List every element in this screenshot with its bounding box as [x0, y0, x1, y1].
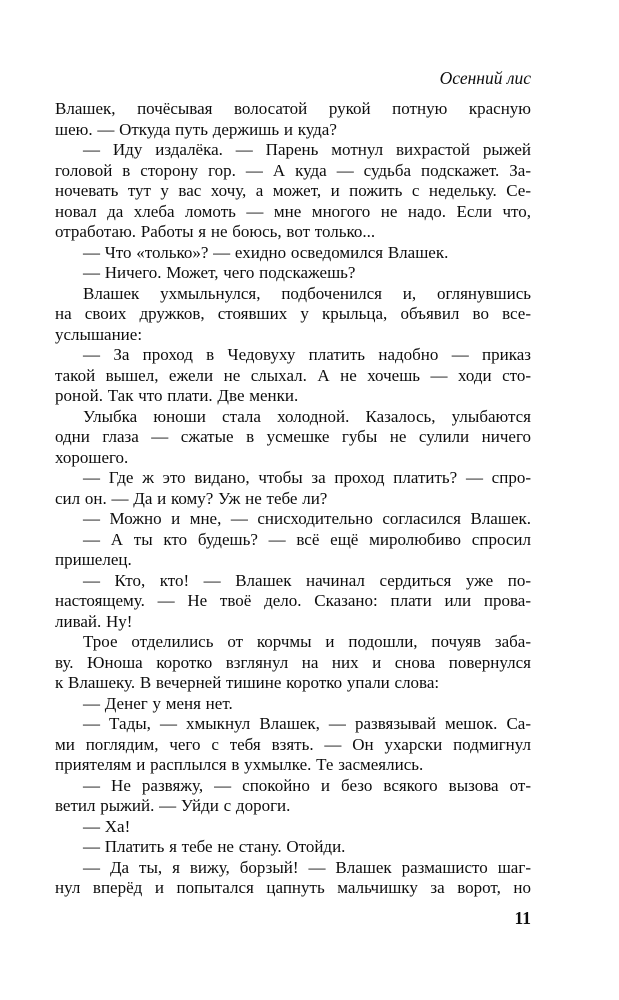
body-text: [55, 99, 531, 899]
text-line: одни глаза — сжатые в усмешке губы не сулили ничего: [55, 427, 531, 446]
text-line: Трое отделились от корчмы и подошли, почуяв заба-: [83, 632, 531, 651]
text-line: хорошего.: [55, 447, 129, 467]
text-line: пришелец.: [55, 550, 132, 569]
text-line: такой вышел, ежели не слыхал. А не хочешь — ходи сто-: [55, 365, 531, 385]
text-line: роной. Так что плати. Две менки.: [55, 386, 299, 405]
text-line: сил он. — Да и кому? Уж не тебе ли?: [55, 488, 328, 508]
text-line: — Иду издалёка. — Парень мотнул вихрастой рыжей: [83, 140, 531, 159]
text-line: — Тады, — хмыкнул Влашек, — развязывай мешок. Са-: [83, 714, 531, 733]
text-line: ветил рыжий. — Уйди с дороги.: [55, 796, 291, 815]
text-line: ву. Юноша коротко взглянул на них и снова повернулся: [55, 652, 531, 672]
text-line: нул вперёд и попытался цапнуть мальчишку за ворот, но: [55, 878, 531, 897]
text-line: Влашек ухмыльнулся, подбоченился и, оглянувшись: [83, 283, 531, 303]
text-line: — Где ж это видано, чтобы за проход платить? — спро-: [83, 468, 531, 487]
text-line: — Ха!: [83, 816, 131, 836]
text-line: ночевать тут у вас хочу, а может, и пожить с недельку. Се-: [55, 181, 531, 200]
text-line: — Кто, кто! — Влашек начинал сердиться уже по-: [83, 570, 531, 590]
running-header: Осенний лис: [439, 68, 531, 88]
text-line: — Да ты, я вижу, борзый! — Влашек размашисто шаг-: [83, 857, 531, 877]
text-line: — Денег у меня нет.: [83, 693, 233, 713]
text-line: головой в сторону гор. — А куда — судьба подскажет. За-: [55, 160, 531, 180]
text-line: настоящему. — Не твоё дело. Сказано: плати или прова-: [55, 591, 531, 610]
text-line: — А ты кто будешь? — всё ещё миролюбиво спросил: [83, 529, 531, 549]
text-line: шею. — Откуда путь держишь и куда?: [55, 119, 337, 139]
text-line: — Ничего. Может, чего подскажешь?: [83, 263, 356, 282]
text-line: к Влашеку. В вечерней тишине коротко упали слова:: [55, 673, 440, 692]
text-line: ливай. Ну!: [55, 611, 133, 631]
text-line: — Не развяжу, — спокойно и безо всякого вызова от-: [83, 775, 531, 795]
text-line: на своих дружков, стоявших у крыльца, объявил во все-: [55, 304, 531, 323]
text-line: Влашек, почёсывая волосатой рукой потную красную: [55, 99, 531, 118]
page-number: 11: [514, 908, 531, 928]
text-line: — Что «только»? — ехидно осведомился Влашек.: [83, 242, 449, 262]
text-line: Улыбка юноши стала холодной. Казалось, улыбаются: [83, 406, 531, 426]
text-line: — Платить я тебе не стану. Отойди.: [83, 837, 346, 856]
text-line: — За проход в Чедовуху платить надобно — приказ: [83, 345, 531, 364]
text-line: отработаю. Работы я не боюсь, вот только...: [55, 222, 376, 241]
text-line: — Можно и мне, — снисходительно согласился Влашек.: [83, 509, 531, 528]
text-line: новал да хлеба ломоть — мне многого не надо. Если что,: [55, 201, 531, 221]
text-line: ми поглядим, чего с тебя взять. — Он ухарски подмигнул: [55, 734, 531, 754]
text-line: услышание:: [55, 324, 143, 344]
text-line: приятелям и расплылся в ухмылке. Те засмеялись.: [55, 755, 424, 774]
